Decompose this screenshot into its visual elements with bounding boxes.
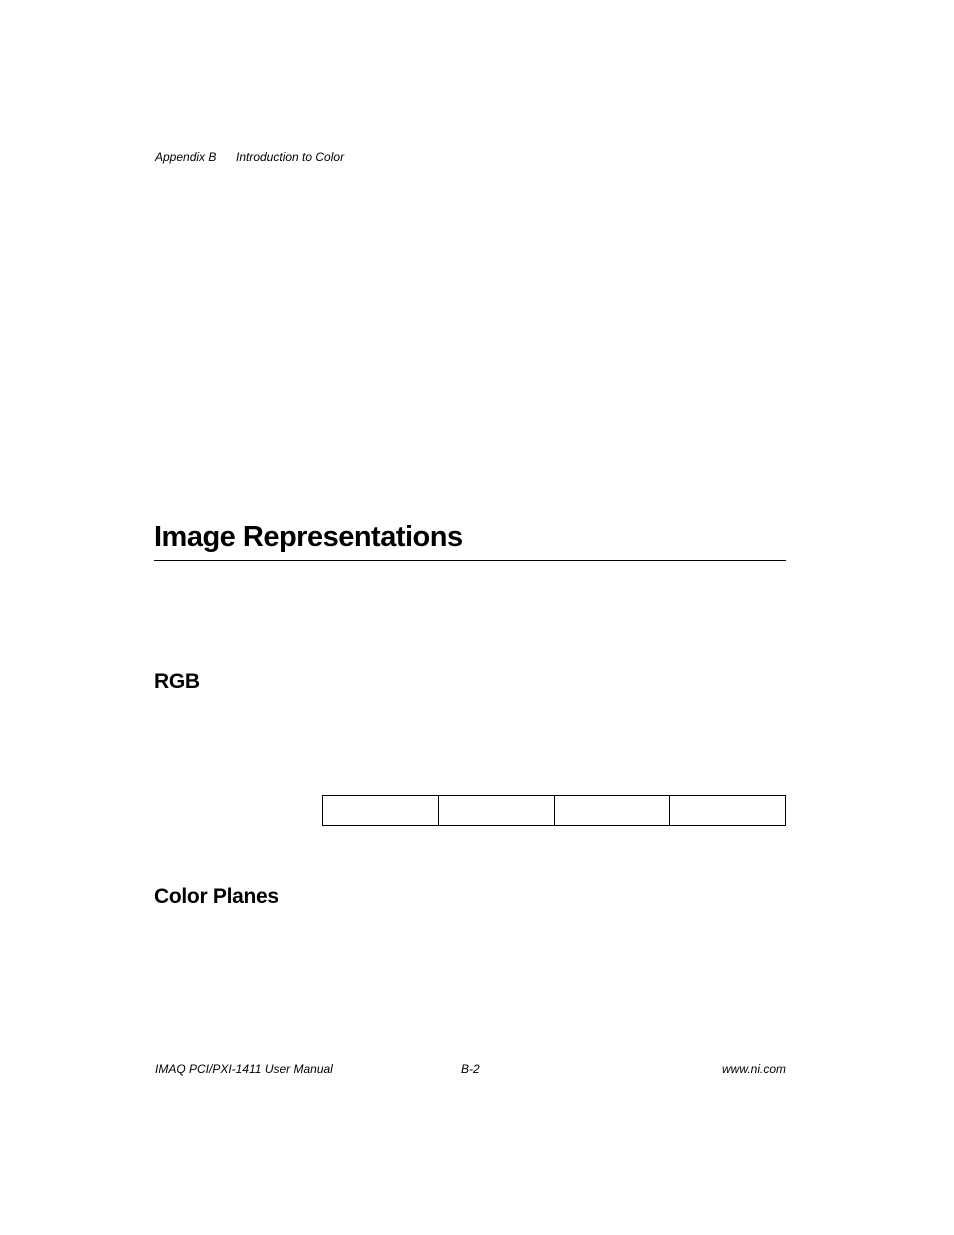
- section-title: Image Representations: [154, 521, 463, 553]
- rgb-byte-table: [322, 795, 786, 826]
- running-header: [155, 150, 344, 164]
- appendix-label: Appendix B: [155, 150, 217, 164]
- table-cell-1: [323, 796, 439, 826]
- chapter-title: Introduction to Color: [236, 150, 345, 164]
- table-cell-4: [670, 796, 786, 826]
- table-cell-2: [438, 796, 554, 826]
- subsection-title-rgb: RGB: [154, 670, 200, 693]
- table-cell-3: [554, 796, 670, 826]
- footer-page-number: B-2: [461, 1062, 480, 1076]
- footer-url-link[interactable]: www.ni.com: [721, 1062, 786, 1076]
- table-row: [323, 796, 786, 826]
- subsection-title-color-planes: Color Planes: [154, 885, 279, 908]
- footer-manual-title: IMAQ PCI/PXI-1411 User Manual: [155, 1062, 333, 1076]
- section-divider: [154, 560, 786, 561]
